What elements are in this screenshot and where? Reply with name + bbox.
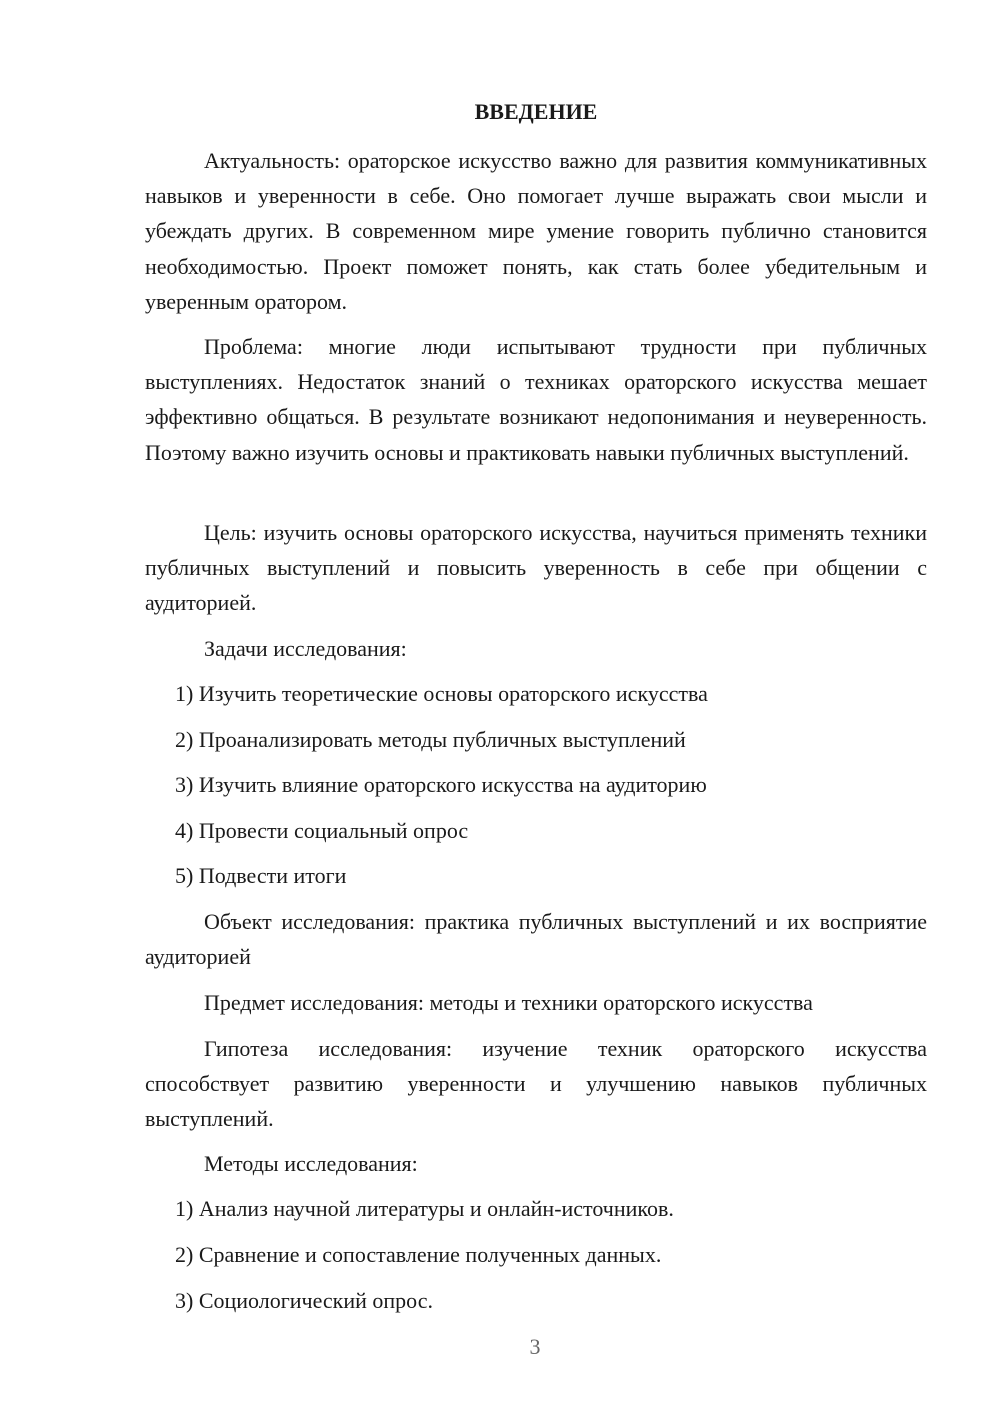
problem-paragraph: Проблема: многие люди испытывают трудности при публичных выступлениях. Недостаток знаний о техниках ораторского искусства мешает эффективно общаться. В результате возникают недопонимания и неуверенность. Поэтому важно изучить основы и практиковать навыки публичных выступлений.: [145, 334, 927, 465]
task-item: 2) Проанализировать методы публичных выступлений: [175, 727, 686, 752]
task-item: 4) Провести социальный опрос: [175, 818, 469, 843]
task-item: 3) Изучить влияние ораторского искусства на аудиторию: [175, 772, 707, 797]
hypothesis-paragraph: Гипотеза исследования: изучение техник ораторского искусства способствует развитию уверенности и улучшению навыков публичных выступлений.: [145, 1036, 927, 1132]
methods-label: Методы исследования:: [204, 1151, 418, 1176]
task-item: 5) Подвести итоги: [175, 863, 347, 888]
section-heading: ВВЕДЕНИЕ: [474, 99, 598, 124]
subject-paragraph: Предмет исследования: методы и техники ораторского искусства: [204, 990, 813, 1015]
task-item: 1) Изучить теоретические основы ораторского искусства: [175, 681, 708, 706]
relevance-paragraph: Актуальность: ораторское искусство важно для развития коммуникативных навыков и уверенности в себе. Оно помогает лучше выражать свои мысли и убеждать других. В современном мире умение говорить публично становится необходимостью. Проект поможет понять, как стать более убедительным и уверенным оратором.: [145, 148, 927, 314]
tasks-label: Задачи исследования:: [204, 636, 407, 661]
method-item: 2) Сравнение и сопоставление полученных данных.: [175, 1242, 662, 1267]
method-item: 3) Социологический опрос.: [175, 1288, 433, 1313]
object-paragraph: Объект исследования: практика публичных выступлений и их восприятие аудиторией: [145, 909, 927, 970]
method-item: 1) Анализ научной литературы и онлайн-источников.: [175, 1196, 674, 1221]
page-number: 3: [529, 1334, 541, 1359]
goal-paragraph: Цель: изучить основы ораторского искусства, научиться применять техники публичных выступлений и повысить уверенность в себе при общении с аудиторией.: [145, 520, 927, 616]
